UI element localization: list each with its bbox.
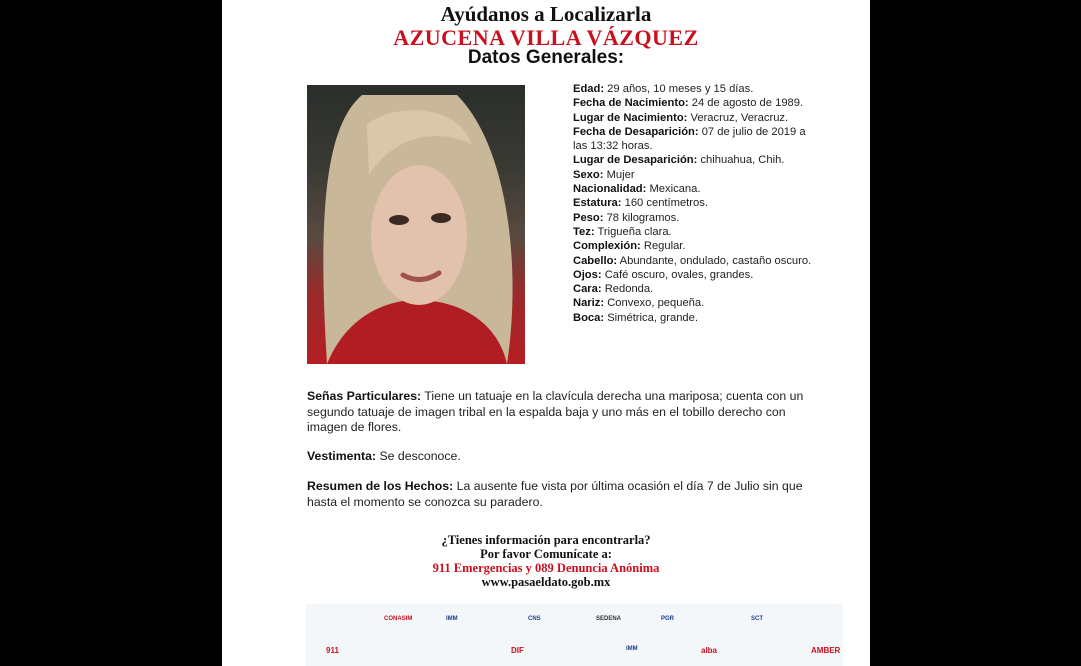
info-row bbox=[573, 168, 818, 182]
info-value: Redonda. bbox=[601, 283, 654, 296]
info-value: chihuahua, Chih. bbox=[697, 154, 785, 167]
institution-logos-strip bbox=[306, 604, 843, 666]
institution-logo: IMM bbox=[626, 646, 638, 652]
info-label: Edad: bbox=[573, 83, 605, 95]
info-row bbox=[573, 211, 818, 225]
info-value: Mujer bbox=[603, 168, 635, 181]
info-value: 29 años, 10 meses y 15 días. bbox=[604, 83, 754, 95]
clothing-text: Se desconoce. bbox=[376, 449, 461, 463]
left-eye-shape bbox=[389, 215, 409, 225]
distinguishing-marks-label: Señas Particulares: bbox=[307, 389, 422, 403]
clothing-info bbox=[307, 449, 827, 465]
info-label: Fecha de Nacimiento: bbox=[573, 97, 689, 110]
general-data-list bbox=[573, 82, 818, 325]
institution-logo: CNS bbox=[528, 616, 541, 622]
info-label: Nacionalidad: bbox=[573, 183, 647, 196]
institution-logo: 911 bbox=[326, 646, 339, 655]
facts-summary-text: La ausente fue vista por última ocasión el día 7 de Julio sin que hasta el momento se conozca su paradero. bbox=[307, 479, 803, 509]
info-label: Boca: bbox=[573, 311, 605, 324]
info-label: Lugar de Nacimiento: bbox=[573, 111, 688, 124]
info-label: Ojos: bbox=[573, 268, 602, 281]
info-label: Estatura: bbox=[573, 197, 622, 210]
person-photo bbox=[307, 85, 525, 364]
right-eye-shape bbox=[431, 213, 451, 223]
info-row bbox=[573, 196, 818, 210]
facts-summary-label: Resumen de los Hechos: bbox=[307, 479, 454, 493]
distinguishing-marks-text: Tiene un tatuaje en la clavícula derecha una mariposa; cuenta con un segundo tatuaje de imagen tribal en la espalda baja y uno más en el tobillo derecho con imagen de flores. bbox=[307, 389, 804, 434]
info-value: Veracruz, Veracruz. bbox=[687, 111, 789, 124]
info-value: Convexo, pequeña. bbox=[604, 297, 705, 310]
info-value: Simétrica, grande. bbox=[604, 311, 698, 324]
info-row bbox=[573, 225, 818, 239]
facts-summary bbox=[307, 479, 827, 510]
institution-logo: IMM bbox=[446, 616, 458, 622]
info-row bbox=[573, 111, 818, 125]
institution-logo: CONASIM bbox=[384, 616, 413, 622]
portrait-illustration bbox=[307, 85, 525, 364]
poster-heading: Ayúdanos a Localizarla bbox=[440, 2, 652, 26]
institution-logo: alba bbox=[701, 646, 718, 655]
info-value: Café oscuro, ovales, grandes. bbox=[601, 268, 754, 281]
missing-person-poster bbox=[222, 0, 870, 666]
info-value: Regular. bbox=[640, 240, 686, 253]
info-row bbox=[573, 311, 818, 325]
info-row bbox=[573, 125, 818, 154]
info-value: Mexicana. bbox=[646, 183, 701, 196]
institution-logo: DIF bbox=[511, 646, 524, 655]
institution-logo: SEDENA bbox=[596, 616, 622, 622]
info-label: Nariz: bbox=[573, 297, 605, 310]
info-label: Cara: bbox=[573, 283, 602, 296]
info-label: Tez: bbox=[573, 225, 595, 238]
distinguishing-marks bbox=[307, 389, 827, 436]
emergency-phones: 911 Emergencias y 089 Denuncia Anónima bbox=[432, 561, 660, 575]
institution-logo: SCT bbox=[751, 616, 763, 622]
face-shape bbox=[371, 165, 467, 305]
info-label: Fecha de Desaparición: bbox=[573, 125, 699, 138]
info-row bbox=[573, 254, 818, 268]
info-value: Abundante, ondulado, castaño oscuro. bbox=[617, 254, 812, 267]
contact-prompt: Por favor Comunícate a: bbox=[480, 547, 612, 561]
person-name: AZUCENA VILLA VÁZQUEZ bbox=[393, 25, 699, 50]
info-row bbox=[573, 282, 818, 296]
info-value: 78 kilogramos. bbox=[603, 211, 680, 224]
info-row bbox=[573, 153, 818, 167]
info-value: Trigueña clara. bbox=[594, 225, 672, 238]
contact-question: ¿Tienes información para encontrarla? bbox=[441, 533, 651, 547]
institution-logo: AMBER bbox=[811, 646, 841, 655]
info-value: 07 de julio de 2019 a las 13:32 horas. bbox=[573, 125, 806, 153]
info-label: Peso: bbox=[573, 211, 604, 224]
info-row bbox=[573, 82, 818, 96]
info-label: Sexo: bbox=[573, 168, 604, 181]
info-label: Complexión: bbox=[573, 240, 641, 253]
info-label: Lugar de Desaparición: bbox=[573, 154, 698, 167]
info-value: 160 centímetros. bbox=[621, 197, 708, 210]
info-row bbox=[573, 296, 818, 310]
info-row bbox=[573, 239, 818, 253]
website-link[interactable]: www.pasaeldato.gob.mx bbox=[481, 575, 611, 589]
info-row bbox=[573, 96, 818, 110]
section-title: Datos Generales: bbox=[467, 47, 625, 68]
institution-logo: PGR bbox=[661, 616, 675, 622]
info-row bbox=[573, 182, 818, 196]
info-row bbox=[573, 268, 818, 282]
info-value: 24 de agosto de 1989. bbox=[688, 97, 804, 110]
info-label: Cabello: bbox=[573, 254, 618, 267]
clothing-label: Vestimenta: bbox=[307, 449, 377, 463]
